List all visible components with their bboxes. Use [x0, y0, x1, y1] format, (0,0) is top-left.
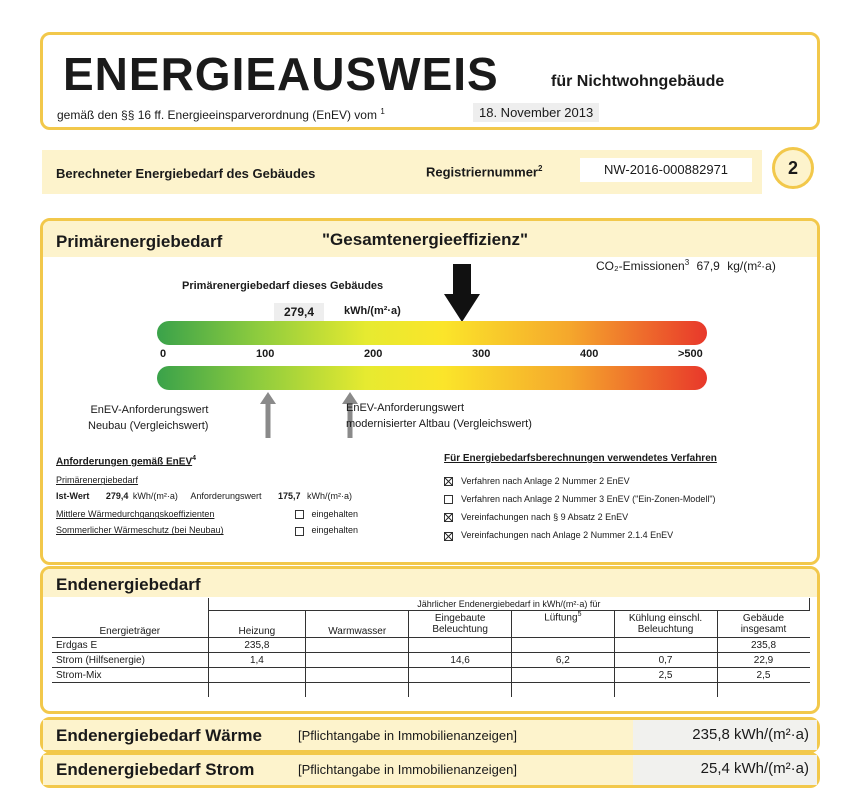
header-box — [40, 32, 820, 130]
col-lueftung — [512, 611, 614, 638]
regulation-text — [57, 107, 385, 122]
summary-power-label: Endenergiebedarf Strom — [56, 760, 255, 779]
scale-tick-label: 200 — [364, 348, 383, 360]
building-demand-label: Primärenergiebedarf dieses Gebäudes — [182, 280, 384, 292]
scale-tick-label: 300 — [472, 348, 491, 360]
ref-new-line2: Neubau (Vergleichswert) — [88, 420, 209, 432]
col-gesamt: Gebäude insgesamt — [717, 611, 810, 638]
ist-value: 279,4 — [105, 491, 129, 502]
procedure-item-label: Vereinfachungen nach § 9 Absatz 2 EnEV — [461, 512, 629, 523]
procedure-checkbox-1[interactable] — [444, 477, 453, 486]
summer-protection-label: Sommerlicher Wärmeschutz (bei Neubau) — [56, 525, 224, 536]
registration-number-label — [426, 164, 542, 179]
col-beleuchtung: Eingebaute Beleuchtung — [409, 611, 512, 638]
ref-new-arrow-icon — [260, 392, 276, 438]
ref-old-line2: modernisierter Altbau (Vergleichswert) — [346, 418, 532, 430]
procedure-checkbox-2[interactable] — [444, 495, 453, 504]
building-demand-unit: kWh/(m²·a) — [344, 305, 401, 317]
table-cell: 235,8 — [717, 638, 810, 653]
table-cell — [512, 683, 614, 698]
table-cell — [208, 668, 306, 683]
table-cell — [409, 668, 512, 683]
procedure-checkbox-4[interactable] — [444, 532, 453, 541]
procedure-checkbox-3[interactable] — [444, 513, 453, 522]
requirements-block — [56, 455, 426, 536]
table-cell — [208, 683, 306, 698]
heat-transfer-label: Mittlere Wärmedurchgangskoeffizienten — [56, 509, 215, 520]
scale-tick-label: >500 — [678, 348, 703, 360]
table-cell — [52, 683, 208, 698]
summary-power-note: [Pflichtangabe in Immobilienanzeigen] — [298, 762, 517, 777]
table-row — [52, 683, 810, 698]
table-cell: 0,7 — [614, 653, 717, 668]
procedure-item-label: Verfahren nach Anlage 2 Nummer 2 EnEV — [461, 476, 630, 486]
registration-number: NW-2016-000882971 — [580, 158, 752, 182]
registration-footnote: 2 — [537, 164, 543, 173]
building-demand-value: 279,4 — [274, 303, 324, 321]
registration-number-text: Registriernummer — [426, 164, 538, 180]
col-lueftung-label: Lüftung — [544, 612, 578, 624]
summer-protection-checkbox[interactable] — [295, 527, 304, 536]
summary-heat-label: Endenergiebedarf Wärme — [56, 726, 262, 745]
summary-heat-note: [Pflichtangabe in Immobilienanzeigen] — [298, 728, 517, 743]
page-subtitle: für Nichtwohngebäude — [551, 73, 725, 90]
final-energy-title: Endenergiebedarf — [56, 575, 201, 594]
req-value: 175,7 — [277, 491, 301, 502]
scale-tick-label: 100 — [256, 348, 275, 360]
req-unit: kWh/(m²·a) — [307, 491, 353, 502]
ref-old-label — [346, 400, 532, 432]
procedure-item — [444, 476, 804, 486]
procedure-title: Für Energiebedarfsberechnungen verwendetes Verfahren — [444, 453, 717, 464]
col-energietraeger: Energieträger — [52, 598, 208, 638]
primary-title: Primärenergiebedarf — [56, 232, 223, 251]
table-row — [52, 653, 810, 668]
requirements-primary-sub: Primärenergiebedarf — [56, 475, 139, 486]
co2-value: 67,9 — [696, 259, 720, 273]
group-header: Jährlicher Endenergiebedarf in kWh/(m²·a) für — [208, 598, 809, 611]
co2-footnote: 3 — [684, 258, 690, 267]
requirements-title — [56, 455, 426, 467]
col-lueftung-footnote: 5 — [577, 611, 582, 618]
building-value-arrow-icon — [444, 264, 480, 322]
co2-label: CO₂-Emissionen — [596, 259, 685, 273]
table-cell — [717, 683, 810, 698]
procedure-block — [444, 453, 804, 541]
summary-power-value: 25,4 kWh/(m²·a) — [700, 760, 809, 777]
final-energy-table — [52, 598, 810, 697]
table-cell: 1,4 — [208, 653, 306, 668]
registration-label: Berechneter Energiebedarf des Gebäudes — [56, 166, 316, 181]
co2-emissions — [596, 258, 776, 273]
col-kuehlung: Kühlung einschl. Beleuchtung — [614, 611, 717, 638]
col-heizung: Heizung — [208, 611, 306, 638]
table-cell — [409, 683, 512, 698]
table-cell: 235,8 — [208, 638, 306, 653]
table-cell: 2,5 — [614, 668, 717, 683]
summer-protection-check-label: eingehalten — [311, 525, 359, 536]
page-number: 2 — [787, 158, 798, 178]
heat-transfer-check-label: eingehalten — [311, 509, 359, 520]
ist-label: Ist-Wert — [56, 491, 90, 502]
scale-tick-label: 0 — [160, 348, 167, 360]
energy-scale-labels — [0, 348, 847, 364]
table-cell — [306, 683, 409, 698]
energy-scale-bar-top — [157, 321, 707, 345]
heat-transfer-row — [56, 509, 426, 519]
efficiency-title: "Gesamtenergieeffizienz" — [322, 230, 529, 249]
procedure-item-label: Verfahren nach Anlage 2 Nummer 3 EnEV ("Ein-Zonen-Modell") — [461, 494, 716, 505]
page-number-badge — [772, 147, 814, 189]
table-cell — [614, 683, 717, 698]
table-row — [52, 638, 810, 653]
procedure-item — [444, 512, 804, 522]
table-cell — [306, 653, 409, 668]
table-cell: Erdgas E — [52, 638, 208, 653]
table-cell: 2,5 — [717, 668, 810, 683]
table-cell — [306, 668, 409, 683]
requirements-title-text: Anforderungen gemäß EnEV — [56, 456, 193, 468]
table-header-group-row — [52, 598, 810, 611]
procedure-item — [444, 530, 804, 540]
table-row — [52, 668, 810, 683]
table-cell: Strom-Mix — [52, 668, 208, 683]
procedure-item-label: Vereinfachungen nach Anlage 2 Nummer 2.1.4 EnEV — [461, 530, 674, 541]
req-label: Anforderungswert — [190, 491, 262, 502]
table-cell — [512, 668, 614, 683]
table-cell: Strom (Hilfsenergie) — [52, 653, 208, 668]
regulation-label: gemäß den §§ 16 ff. Energieeinsparverordnung (EnEV) vom — [57, 108, 377, 122]
heat-transfer-checkbox[interactable] — [295, 510, 304, 519]
table-cell: 22,9 — [717, 653, 810, 668]
ist-unit: kWh/(m²·a) — [132, 491, 178, 502]
scale-tick-label: 400 — [580, 348, 599, 360]
ref-new-label — [88, 402, 208, 434]
regulation-date: 18. November 2013 — [473, 103, 599, 122]
procedure-item — [444, 494, 804, 504]
col-warmwasser: Warmwasser — [306, 611, 409, 638]
summer-protection-row — [56, 525, 426, 535]
table-cell: 14,6 — [409, 653, 512, 668]
energy-scale-bar-bottom — [157, 366, 707, 390]
summary-heat-value: 235,8 kWh/(m²·a) — [692, 726, 809, 743]
requirements-footnote: 4 — [192, 455, 197, 462]
co2-unit: kg/(m²·a) — [727, 259, 776, 273]
ref-new-line1: EnEV-Anforderungswert — [90, 404, 209, 416]
ref-old-line1: EnEV-Anforderungswert — [346, 402, 465, 414]
page-title: ENERGIEAUSWEIS — [63, 48, 499, 100]
table-cell — [306, 638, 409, 653]
table-cell — [409, 638, 512, 653]
table-cell — [512, 638, 614, 653]
requirements-values-row — [56, 491, 426, 501]
regulation-footnote: 1 — [380, 107, 385, 116]
table-cell: 6,2 — [512, 653, 614, 668]
table-cell — [614, 638, 717, 653]
